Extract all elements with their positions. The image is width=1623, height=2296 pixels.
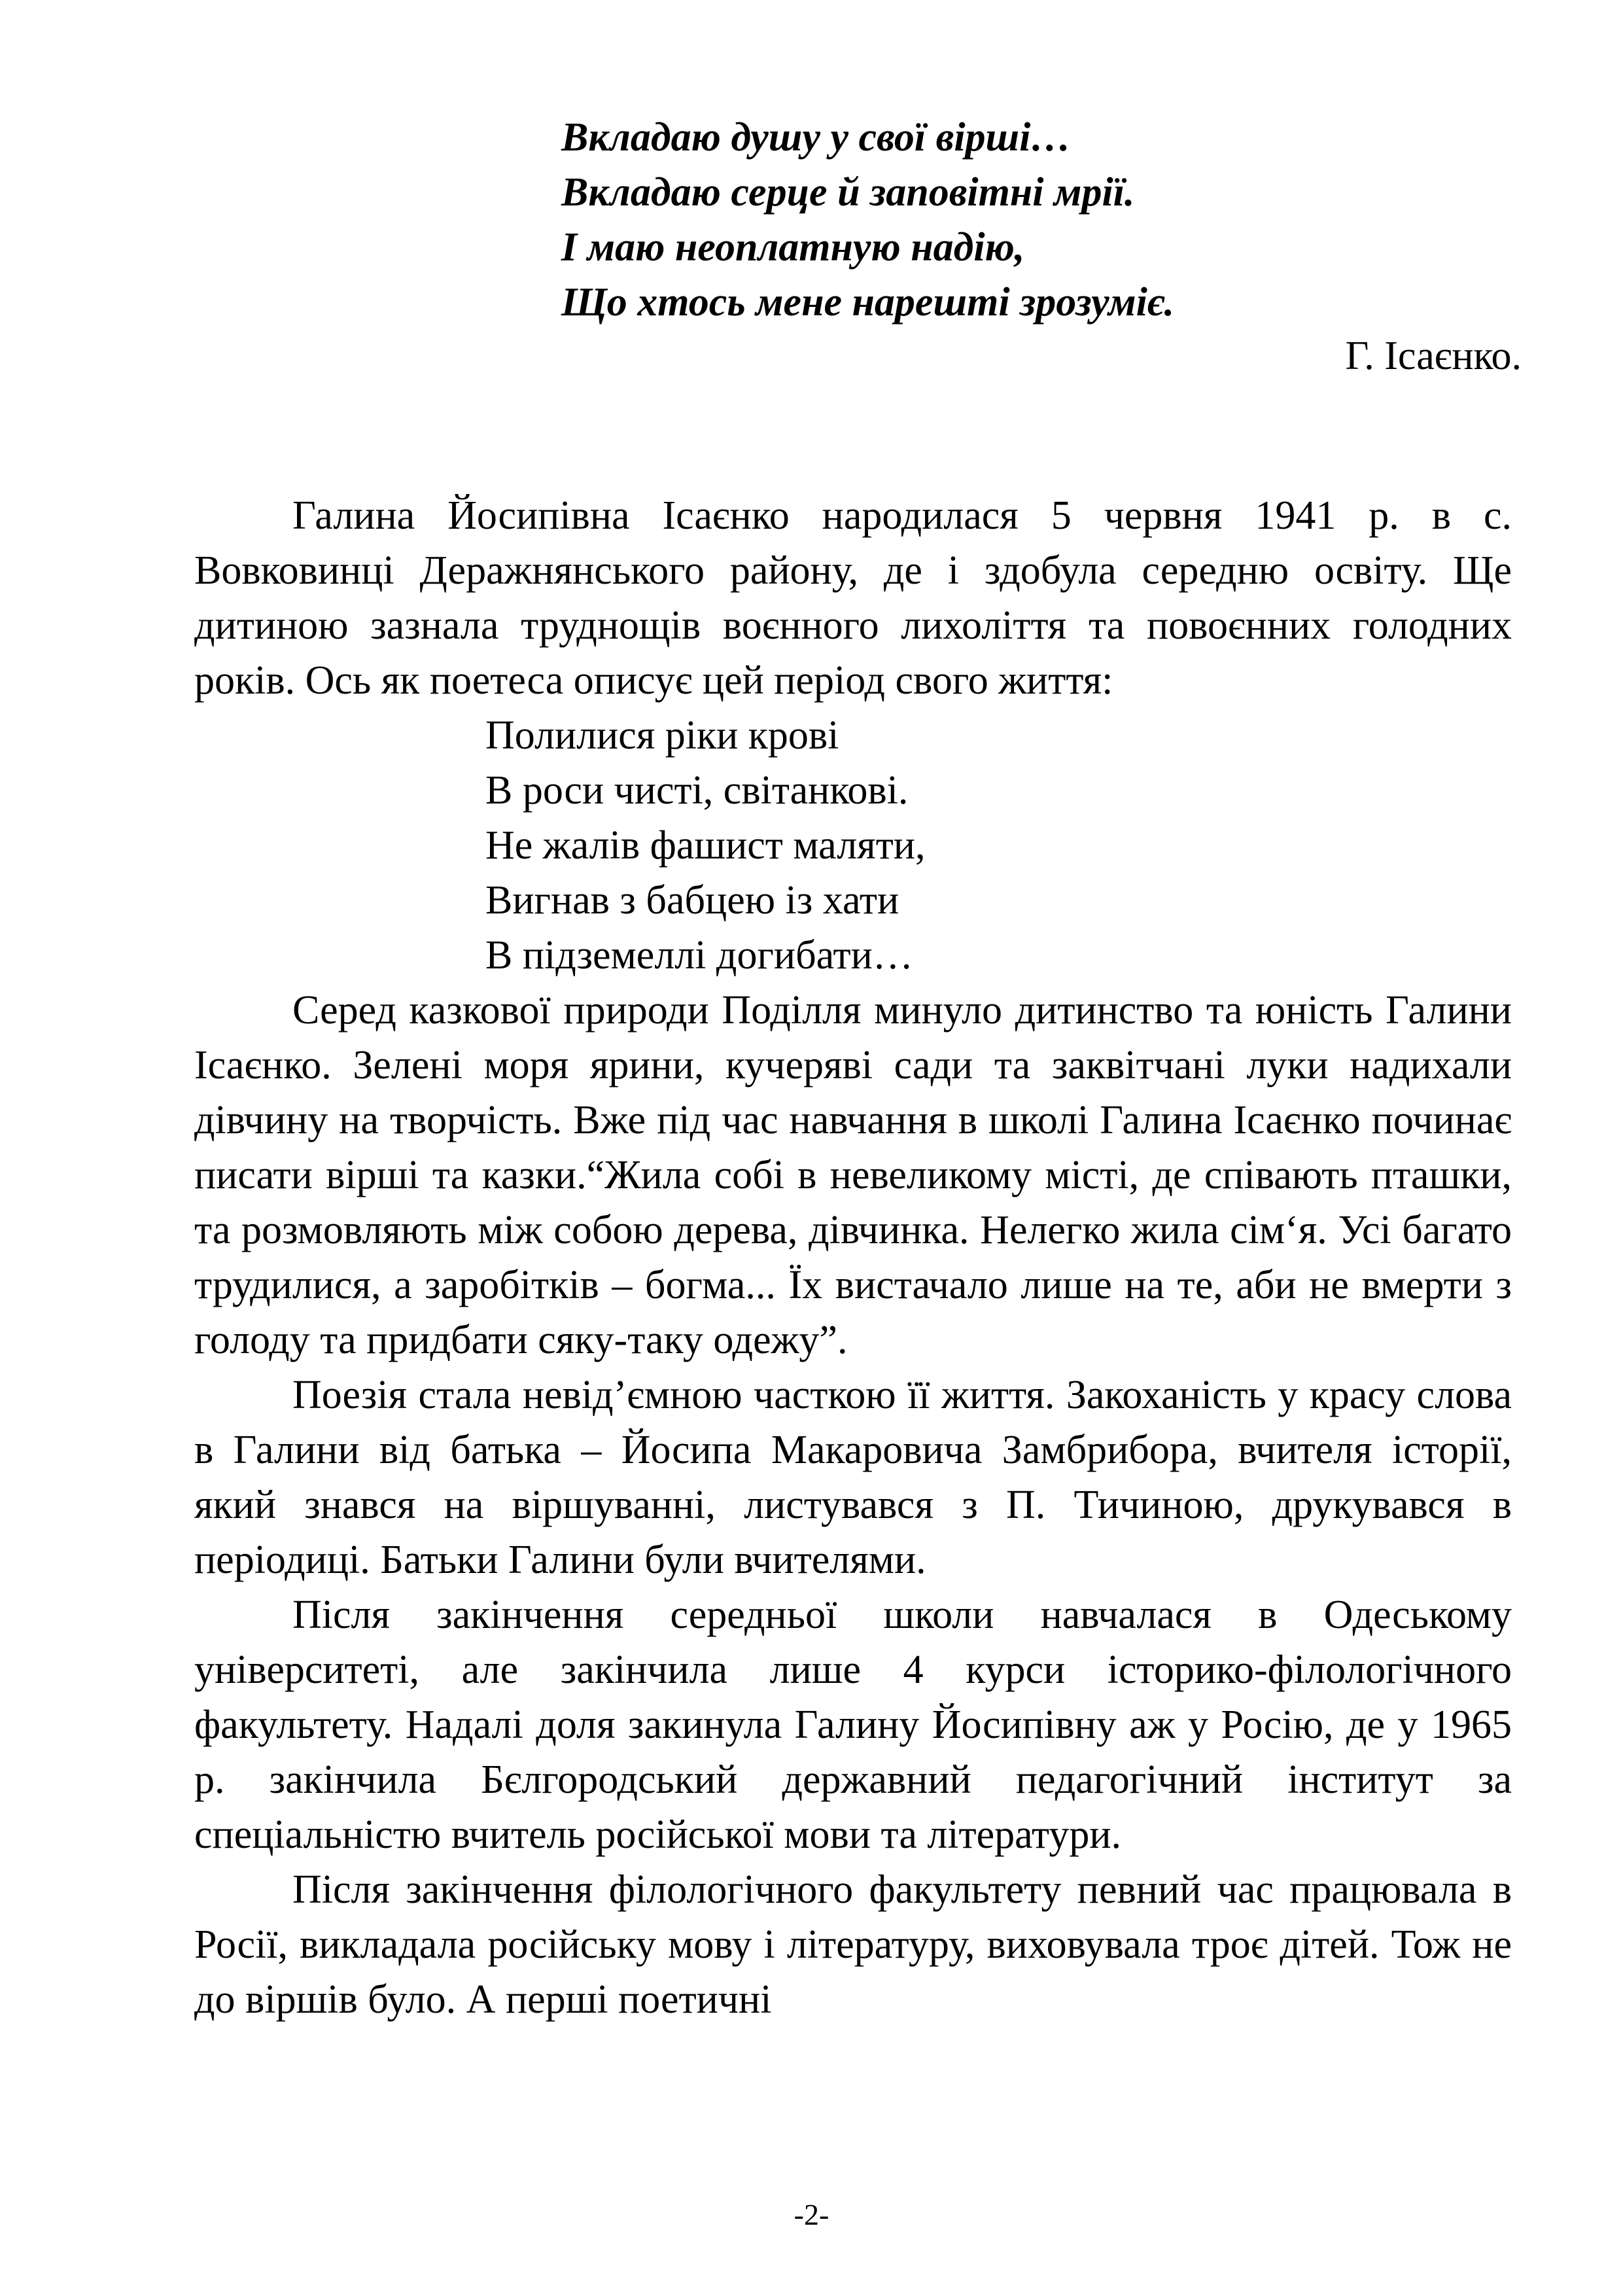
- paragraph-poetry: Поезія стала невід’ємною часткою її життя. Закоханість у красу слова в Галини від батька – Йосипа Макаровича Замбрибора, вчителя історії, який знався на віршуванні, листувався з П. Тичиною, друкувався в періодиці. Батьки Галини були вчителями.: [194, 1373, 1512, 1582]
- epigraph-line: І маю неоплатную надію,: [561, 225, 1025, 270]
- epigraph-line: Вкладаю душу у свої вірші…: [561, 115, 1072, 160]
- epigraph-line: Вкладаю серце й заповітні мрії.: [561, 170, 1135, 215]
- poem-line: Полилися ріки крові: [485, 713, 839, 758]
- poem-line: Не жалів фашист маляти,: [485, 823, 926, 868]
- page-number: -2-: [794, 2198, 829, 2231]
- poem-line: Вигнав з бабцею із хати: [485, 878, 899, 923]
- body-text: [194, 488, 1512, 2027]
- paragraph-career: Після закінчення філологічного факультету певний час працювала в Росії, викладала російську мову і літературу, виховувала троє дітей. Тож не до віршів було. А перші поетичні: [194, 1867, 1512, 2022]
- paragraph-biography-birth: Галина Йосипівна Ісаєнко народилася 5 червня 1941 р. в с. Вовковинці Деражнянського району, де і здобула середню освіту. Ще дитиною зазнала труднощів воєнного лихоліття та повоєнних голодних років. Ось як поетеса описує цей період свого життя:: [194, 493, 1512, 703]
- epigraph-author: Г. Ісаєнко.: [1345, 334, 1522, 378]
- paragraph-education: Після закінчення середньої школи навчалася в Одеському університеті, але закінчила лише 4 курси історико-філологічного факультету. Надалі доля закинула Галину Йосипівну аж у Росію, де у 1965 р. закінчила Бєлгородський державний педагогічний інститут за спеціальністю вчитель російської мови та літератури.: [194, 1593, 1512, 1857]
- poem-line: В роси чисті, світанкові.: [485, 768, 909, 813]
- poem-quote: [485, 708, 1512, 983]
- poem-line: В підземеллі догибати…: [485, 933, 913, 978]
- epigraph: [561, 110, 1516, 330]
- epigraph-line: Що хтось мене нарешті зрозуміє.: [561, 280, 1175, 325]
- paragraph-childhood: Серед казкової природи Поділля минуло дитинство та юність Галини Ісаєнко. Зелені моря ярини, кучеряві сади та заквітчані луки надихали дівчину на творчість. Вже під час навчання в школі Галина Ісаєнко починає писати вірші та казки.“Жила собі в невеликому місті, де співають пташки, та розмовляють між собою дерева, дівчинка. Нелегко жила сім‘я. Усі багато трудилися, а заробітків – богма... Їх вистачало лише на те, аби не вмерти з голоду та придбати сяку-таку одежу”.: [194, 988, 1512, 1362]
